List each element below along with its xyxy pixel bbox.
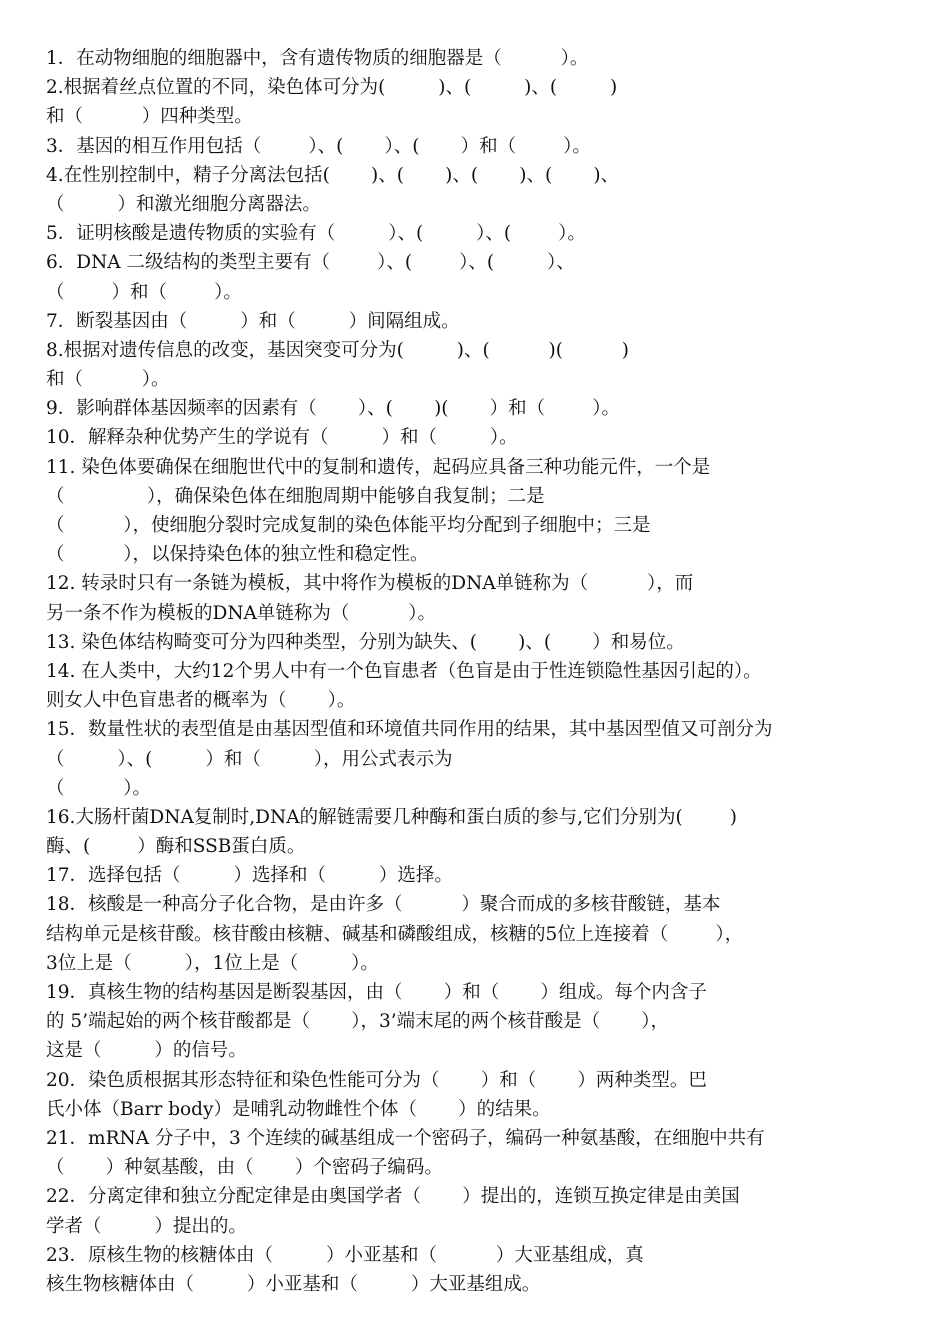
question-line: 11. 染色体要确保在细胞世代中的复制和遗传，起码应具备三种功能元件，一个是 [46,456,711,478]
question-line: 10．解释杂种优势产生的学说有（ ）和（ ）。 [46,427,518,449]
question-22 [46,1182,908,1240]
question-line: 13. 染色体结构畸变可分为四种类型，分别为缺失、( )、( ）和易位。 [46,631,685,653]
question-line: 9．影响群体基因频率的因素有（ ）、( )( ）和（ ）。 [46,398,620,420]
question-line: 6．DNA 二级结构的类型主要有（ ）、( ）、( ）、 [46,252,575,274]
question-line: 核生物核糖体由（ ）小亚基和（ ）大亚基组成。 [46,1273,541,1295]
question-line: 21．mRNA 分子中，3 个连续的碱基组成一个密码子，编码一种氨基酸，在细胞中共有 [46,1127,765,1149]
question-line: 18．核酸是一种高分子化合物，是由许多（ ）聚合而成的多核苷酸链，基本 [46,894,721,916]
question-20 [46,1066,908,1124]
question-line: 22．分离定律和独立分配定律是由奥国学者（ ）提出的，连锁互换定律是由美国 [46,1186,740,1208]
question-line: 的 5’端起始的两个核苷酸都是（ ），3’端末尾的两个核苷酸是（ ）， [46,1011,670,1033]
question-line: （ ）和（ ）。 [46,281,242,303]
question-line: 4.在性别控制中，精子分离法包括( )、( )、( )、( )、 [46,164,620,186]
question-line: 和（ ）。 [46,369,170,391]
question-line: （ ），以保持染色体的独立性和稳定性。 [46,544,429,566]
worksheet-page [46,44,908,1299]
question-line: 19．真核生物的结构基因是断裂基因，由（ ）和（ ）组成。每个内含子 [46,982,707,1003]
question-16 [46,803,908,861]
question-line: 1．在动物细胞的细胞器中，含有遗传物质的细胞器是（ ）。 [46,48,589,69]
question-10 [46,423,908,452]
question-line: （ ）、( ）和（ ），用公式表示为 [46,748,453,770]
question-18 [46,890,908,978]
question-21 [46,1124,908,1182]
question-line: （ ）。 [46,777,152,799]
question-1 [46,44,908,73]
question-line: 则女人中色盲患者的概率为（ ）。 [46,690,356,712]
question-19 [46,978,908,1066]
question-15 [46,715,908,803]
question-line: 结构单元是核苷酸。核苷酸由核糖、碱基和磷酸组成，核糖的5位上连接着（ ）， [46,923,744,945]
question-line: （ ），确保染色体在细胞周期中能够自我复制；二是 [46,485,545,507]
question-9 [46,394,908,423]
question-line: （ ），使细胞分裂时完成复制的染色体能平均分配到子细胞中；三是 [46,515,651,536]
question-line: 12. 转录时只有一条链为模板，其中将作为模板的DNA单链称为（ ），而 [46,573,694,595]
question-12 [46,569,908,627]
question-13 [46,628,908,657]
question-line: 15．数量性状的表型值是由基因型值和环境值共同作用的结果，其中基因型值又可剖分为 [46,719,773,741]
question-line: 17．选择包括（ ）选择和（ ）选择。 [46,865,453,887]
question-line: 7．断裂基因由（ ）和（ ）间隔组成。 [46,310,460,332]
question-line: 酶、( ）酶和SSB蛋白质。 [46,836,306,858]
question-line: 16.大肠杆菌DNA复制时,DNA的解链需要几种酶和蛋白质的参与,它们分别为( ) [46,806,737,828]
question-line: 23．原核生物的核糖体由（ ）小亚基和（ ）大亚基组成，真 [46,1244,644,1266]
question-line: 20．染色质根据其形态特征和染色性能可分为（ ）和（ ）两种类型。巴 [46,1069,707,1091]
question-line: 3．基因的相互作用包括（ ）、( ）、( ）和（ ）。 [46,135,591,157]
question-17 [46,861,908,890]
question-line: 2.根据着丝点位置的不同，染色体可分为( )、( )、( ) [46,77,618,99]
question-line: 3位上是（ ），1位上是（ ）。 [46,952,379,974]
question-11 [46,453,908,570]
question-23 [46,1241,908,1299]
question-3 [46,132,908,161]
question-line: 和（ ）四种类型。 [46,106,253,128]
question-line: （ ）种氨基酸，由（ ）个密码子编码。 [46,1157,443,1179]
question-7 [46,307,908,336]
question-line: 14. 在人类中，大约12个男人中有一个色盲患者（色盲是由于性连锁隐性基因引起的）。 [46,660,762,682]
question-8 [46,336,908,394]
question-line: 另一条不作为模板的DNA单链称为（ ）。 [46,602,436,624]
question-line: 氏小体（Barr body）是哺乳动物雌性个体（ ）的结果。 [46,1098,551,1120]
question-line: 8.根据对遗传信息的改变，基因突变可分为( )、( )( ) [46,339,629,361]
question-line: （ ）和激光细胞分离器法。 [46,193,321,215]
question-line: 这是（ ）的信号。 [46,1040,247,1062]
question-4 [46,161,908,219]
question-14 [46,657,908,715]
question-line: 5．证明核酸是遗传物质的实验有（ ）、( ）、( ）。 [46,223,586,245]
question-line: 学者（ ）提出的。 [46,1215,247,1237]
question-6 [46,248,908,306]
question-5 [46,219,908,248]
question-2 [46,73,908,131]
